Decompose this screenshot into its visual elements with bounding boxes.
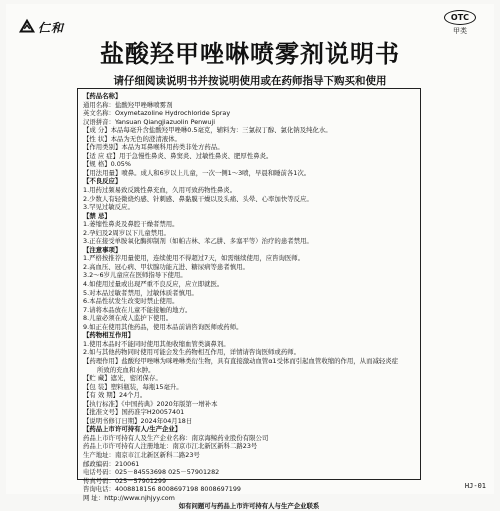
body-line: 8.儿童必须在成人监护下使用。 xyxy=(83,314,173,323)
body-line: 6.本品性状发生改变时禁止使用。 xyxy=(83,297,179,306)
body-line: 网 址：http://www.njhjyy.com xyxy=(83,493,175,502)
body-line: 英文名称：Oxymetazoline Hydrochloride Spray xyxy=(83,109,231,118)
body-line: 电话号码：025－84553698 025－57901282 xyxy=(83,468,220,477)
body-line: 【执行标准】《中国药典》2020年版第一增补本 xyxy=(83,399,218,408)
body-line: 【贮 藏】遮光，密闭保存。 xyxy=(83,374,162,383)
body-line: 1.萎缩性鼻炎及鼻腔干燥者禁用。 xyxy=(83,220,179,229)
section-heading: 【注意事项】 xyxy=(83,245,122,254)
body-line: 药品上市许可持有人注册地址：南京市江北新区新科二路23号 xyxy=(83,442,258,451)
body-line: 2.如与其他药物同时使用可能会发生药物相互作用，详情请咨询医师或药师。 xyxy=(83,348,300,357)
otc-class-label: 甲类 xyxy=(453,27,467,35)
section-heading: 【不良反应】 xyxy=(83,177,122,186)
otc-badge xyxy=(444,10,476,36)
body-line: 【作用类别】本品为耳鼻喉科用药类非处方药品。 xyxy=(83,143,224,152)
body-line: 3.正在接受单胺氧化酶抑制剂（如帕吉林、苯乙肼、多塞平等）治疗的患者禁用。 xyxy=(83,237,313,246)
section-heading: 【药品上市许可持有人/生产企业】 xyxy=(83,425,182,434)
body-line: 1.严格按推荐用量使用，连续使用不得超过7天，如需继续使用，应咨询医师。 xyxy=(83,254,305,263)
document-subtitle: 请仔细阅读说明书并按说明使用或在药师指导下购买和使用 xyxy=(113,75,387,87)
body-line: 1.使用本品时不能同时使用其他收缩血管类滴鼻剂。 xyxy=(83,339,230,348)
body-line: 所致的充血和水肿。 xyxy=(97,365,155,374)
section-heading: 【药品名称】 xyxy=(83,92,122,100)
body-line: 9.如正在使用其他药品，使用本品前请咨询医师或药师。 xyxy=(83,322,243,331)
otc-label: OTC xyxy=(444,10,476,25)
body-line: 7.请将本品放在儿童不能接触的地方。 xyxy=(83,305,192,314)
body-line: 咨询电话：4008818156 8008697198 8008697199 xyxy=(83,485,241,494)
document-title: 盐酸羟甲唑啉喷雾剂说明书 xyxy=(100,40,400,68)
body-line: 【性 状】本品为无色的澄清液体。 xyxy=(83,134,181,143)
body-line: 汉语拼音：Yansuan Qiangjiazuolin Penwuji xyxy=(83,117,215,126)
body-line: 4.如使用过量或出现严重不良反应，应立即就医。 xyxy=(83,280,224,289)
body-line: 2.高血压、冠心病、甲状腺功能亢进、糖尿病等患者慎用。 xyxy=(83,262,249,271)
body-line: 邮政编码：210061 xyxy=(83,459,140,468)
body-line: 【用法用量】喷鼻。成人和6岁以上儿童，一次一侧1～3喷，早晨和睡前各1次。 xyxy=(83,168,311,177)
leaflet-sheet xyxy=(6,4,494,511)
document-code: HJ-01 xyxy=(464,482,486,490)
section-heading: 【药物相互作用】 xyxy=(83,331,135,340)
body-line: 【说明书修订日期】2024年04月18日 xyxy=(83,416,193,425)
body-line: 传真号码：025－57901299 xyxy=(83,476,167,485)
body-line: 【规 格】0.05% xyxy=(83,160,131,169)
brand-name: 仁和 xyxy=(38,20,65,35)
body-line: 3.2～6岁儿童应在医师指导下使用。 xyxy=(83,271,187,280)
body-line: 【包 装】塑料瓶装，每瓶15毫升。 xyxy=(83,382,183,391)
body-line: 5.对本品过敏者禁用，过敏体质者慎用。 xyxy=(83,288,198,297)
body-line: 【有 效 期】24个月。 xyxy=(83,391,147,400)
body-line: 2.少数人有轻微烧灼感、针刺感、鼻黏膜干燥以及头痛、头晕、心率加快等反应。 xyxy=(83,194,313,203)
body-line: 【适 应 症】用于急慢性鼻炎、鼻窦炎、过敏性鼻炎、肥厚性鼻炎。 xyxy=(83,151,273,160)
body-line: 【批准文号】国药准字H20057401 xyxy=(83,408,185,417)
body-line: 2.孕妇及2周岁以下儿童禁用。 xyxy=(83,228,170,237)
leaflet-body xyxy=(77,88,421,511)
body-line: 生产地址：南京市江北新区新科二路23号 xyxy=(83,450,200,459)
body-line: 如有问题可与药品上市许可持有人与生产企业联系 xyxy=(178,502,320,511)
body-line: 【成 分】本品每毫升含盐酸羟甲唑啉0.5毫克，辅料为：三氯叔丁醇、氯化钠及纯化水。 xyxy=(83,126,332,135)
section-heading: 【禁 忌】 xyxy=(83,211,111,220)
body-line: 通用名称：盐酸羟甲唑啉喷雾剂 xyxy=(83,100,173,109)
body-line: 3.罕见过敏反应。 xyxy=(83,203,134,212)
body-line: 1.用药过频易致反跳性鼻充血，久用可致药物性鼻炎。 xyxy=(83,186,237,195)
body-line: 【药理作用】盐酸羟甲唑啉为咪唑啉类衍生物，具有直接激动血管α1受体而引起血管收缩的作用，从而减轻炎症 xyxy=(83,356,399,365)
body-line: 药品上市许可持有人及生产企业名称：南京海鲸药业股份有限公司 xyxy=(83,433,269,442)
